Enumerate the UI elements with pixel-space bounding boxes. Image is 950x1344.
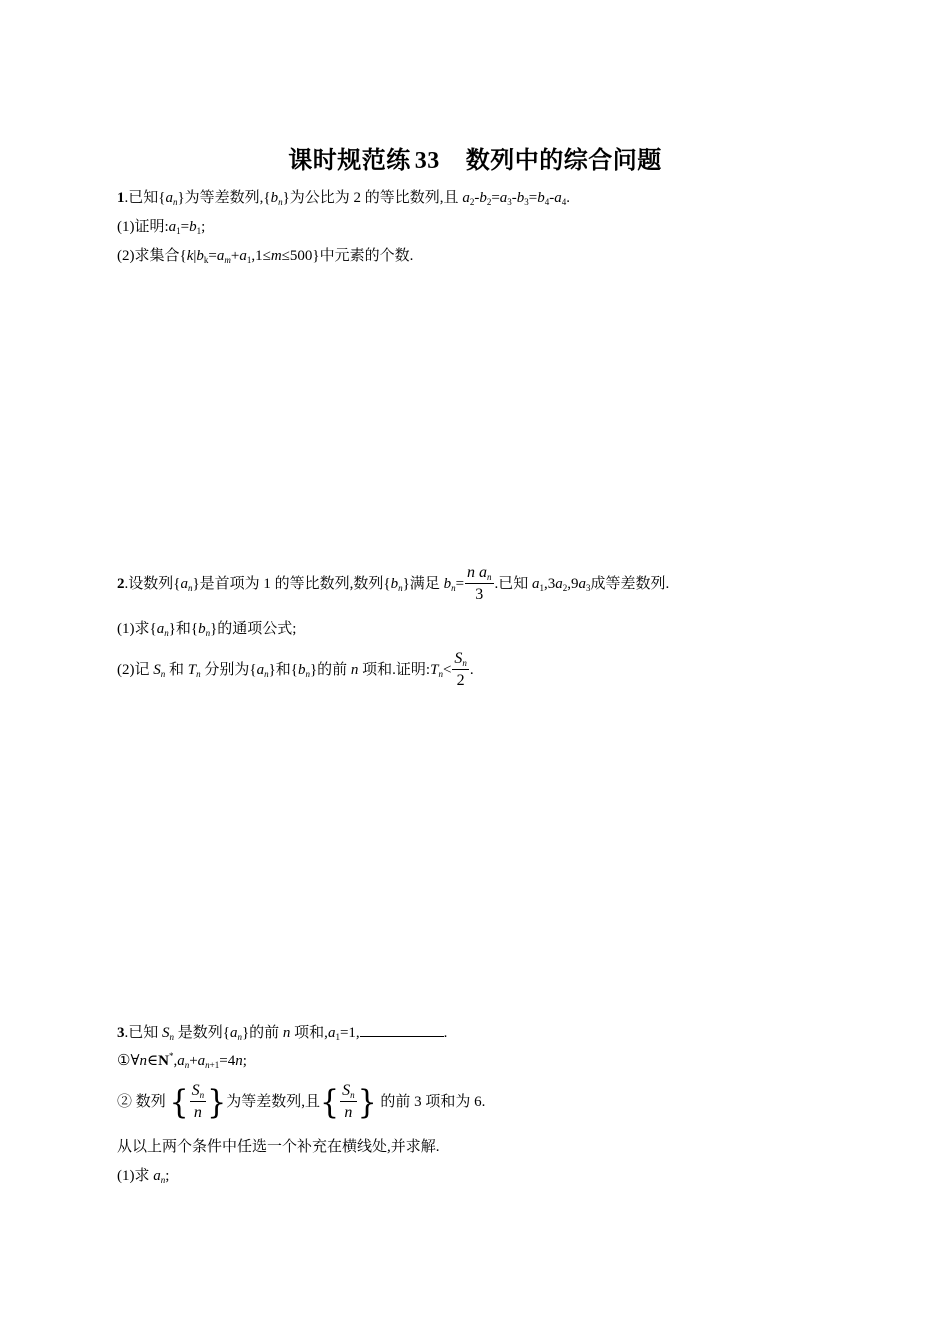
q1-number: 1 bbox=[117, 190, 125, 206]
right-brace-2: } bbox=[357, 1082, 377, 1122]
q3-condition-2: ② 数列 { $\frac{S_n}{n}$ }为等差数列,且{ $\frac{S_n}{n}$ } 的前 3 项和为 6. bbox=[117, 1080, 485, 1125]
right-brace-1: } bbox=[207, 1082, 227, 1122]
q1-stem: 1.已知$\{a_n\}$为等差数列$,\{b_n\}$为公比为 2 的等比数列,且 $a_2-b_2=a_3-b_3=b_4-a_4$. bbox=[117, 190, 570, 207]
q1-part2: (2)求集合$\{k|b_k=a_m+a_1,1\le m\le 500\}$中元素的个数. bbox=[117, 248, 414, 265]
title-subtitle: 数列中的综合问题 bbox=[465, 146, 662, 174]
answer-blank bbox=[360, 1022, 444, 1037]
title-text: 课时规范练 bbox=[288, 146, 411, 174]
q3-condition-1: $①\forall n\in N^*,a_n+a_{n+1}=4n$; bbox=[117, 1051, 247, 1070]
q3-instruction: 从以上两个条件中任选一个补充在横线处,并求解. bbox=[117, 1139, 440, 1155]
q2-fraction-2: $\frac{S_n}{2}$ bbox=[454, 650, 467, 690]
q2-stem: 2.设数列$\{a_n\}$是首项为 1 的等比数列,数列$\{b_n\}$满足 $b_n=$ $\frac{n a_n}{3}$ .已知 $a_1,3a_2,9a_3$成等差数列. bbox=[117, 562, 669, 606]
q2-number: 2 bbox=[117, 576, 125, 592]
left-brace-1: { bbox=[169, 1082, 189, 1122]
page-title bbox=[0, 140, 950, 175]
q2-fraction: $\frac{n a_n}{3}$ bbox=[467, 564, 492, 604]
q2-part1: (1)求$\{a_n\}$和$\{b_n\}$的通项公式; bbox=[117, 621, 297, 638]
title-number: 33 bbox=[414, 148, 440, 174]
q3-number: 3 bbox=[117, 1025, 125, 1041]
q1-part1: (1)证明$:a_1=b_1$; bbox=[117, 219, 206, 236]
q3-stem: 3.已知 $S_n$ 是数列$\{a_n\}$的前 n 项和$,a_1=1$, . bbox=[117, 1022, 447, 1043]
q2-part2: (2)记 $S_n$ 和 $T_n$ 分别为$\{a_n\}$和$\{b_n\}$的前 n 项和.证明$:T_n<$ $\frac{S_n}{2}$ . bbox=[117, 648, 474, 692]
left-brace-2: { bbox=[319, 1082, 340, 1122]
q3-part1: (1)求 $a_n$; bbox=[117, 1168, 170, 1185]
